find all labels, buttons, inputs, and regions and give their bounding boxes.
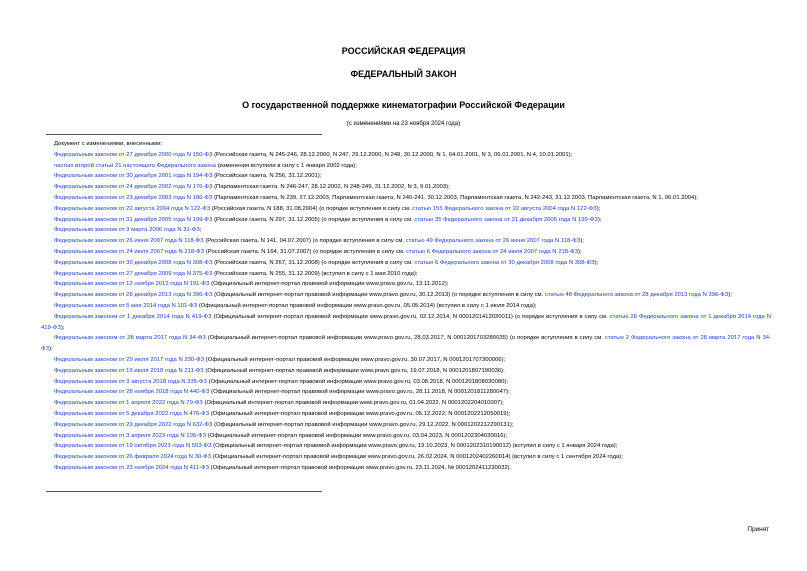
amendment-tail: ); — [578, 248, 582, 255]
amendment-source: (Официальный интернет-портал правовой информации www.pravo.gov.ru, 30.07.2017, N 0001201707300006); — [204, 356, 506, 363]
amendment-link[interactable]: Федеральным законом от 26 июня 2007 года N 118-ФЗ — [54, 238, 204, 245]
amendment-source: (Официальный интернет-портал правовой информации www.pravo.gov.ru, 02.12.2014, N 0001201412020011) (о порядке вступления в силу см. — [211, 313, 610, 320]
amendment-link[interactable]: Федеральным законом от 31 декабря 2005 года N 199-ФЗ — [54, 216, 213, 223]
effective-article-link[interactable]: статью 155 Федерального закона от 22 августа 2004 года N 122-ФЗ — [412, 205, 597, 212]
amendment-item — [41, 236, 771, 247]
adopted-label: Принят — [747, 526, 769, 533]
amendment-link[interactable]: Федеральным законом от 5 декабря 2022 года N 476-ФЗ — [54, 410, 210, 417]
amendment-tail: ); — [580, 238, 584, 245]
amendment-source: (Официальный интернет-портал правовой информации www.pravo.gov.ru, 28.03.2017, N 0001201703280035) (о порядке вступления в силу см. — [205, 335, 605, 342]
effective-article-link[interactable]: статью 35 Федерального закона от 31 декабря 2005 года N 199-ФЗ — [414, 216, 598, 223]
amendment-item — [41, 225, 771, 236]
amendment-source: (Российская газета, N 267, 31.12.2008) (о порядке вступления в силу см. — [212, 259, 415, 266]
amendment-item — [41, 182, 771, 193]
amendment-item — [41, 377, 771, 388]
amendment-item — [41, 431, 771, 442]
amendment-tail: ); — [49, 346, 53, 353]
amendment-source: (Российская газета, N 297, 31.12.2005) (о порядке вступления в силу см. — [212, 216, 415, 223]
effective-article-link[interactable]: статью 6 Федерального закона от 30 декабря 2008 года N 308-ФЗ — [414, 259, 595, 266]
amendment-link[interactable]: Федеральным законом от 1 апреля 2022 года N 79-ФЗ — [54, 400, 203, 407]
amendment-item — [41, 269, 771, 280]
amendment-link[interactable]: Федеральным законом от 27 декабря 2009 года N 375-ФЗ — [54, 270, 213, 277]
amendment-item — [41, 301, 771, 312]
amendment-tail: ); — [597, 216, 602, 223]
amendment-source: (Российская газета, N 141, 04.07.2007) (о порядке вступления в силу см. — [203, 238, 406, 245]
amendment-item — [41, 204, 771, 215]
amendment-item — [41, 193, 771, 204]
amendment-source: (Официальный интернет-портал правовой информации www.pravo.gov.ru, 26.02.2024, N 0001202402260014) (вступил в силу с 1 сентября 2024 года); — [211, 454, 623, 461]
law-title: О государственной поддержке кинематографии Российской Федерации — [242, 100, 565, 110]
amendment-item — [41, 258, 771, 269]
amendment-link[interactable]: Федеральным законом от 30 декабря 2008 года N 308-ФЗ — [54, 259, 213, 266]
amendment-item — [41, 398, 771, 409]
amendment-source: (Официальный интернет-портал правовой информации www.pravo.gov.ru, 03.04.2023, N 0001202304030016); — [206, 432, 508, 439]
amendment-link[interactable]: Федеральным законом от 23 декабря 2003 года N 186-ФЗ — [54, 194, 213, 201]
law-type-heading: ФЕДЕРАЛЬНЫЙ ЗАКОН — [350, 69, 457, 79]
amendment-source: (изменения вступили в силу с 1 января 2002 года); — [215, 162, 357, 169]
country-heading: РОССИЙСКАЯ ФЕДЕРАЦИЯ — [341, 46, 466, 56]
effective-article-link[interactable]: статью 26 Федерального закона от 1 декабря 2014 года N 419-ФЗ — [41, 313, 771, 331]
revision-note: (с изменениями на 23 ноября 2024 года) — [346, 121, 461, 127]
amendment-source: (Официальный интернет-портал правовой информации www.pravo.gov.ru, 30.12.2013) (о порядке вступления в силу см. — [212, 292, 545, 299]
amendment-link[interactable]: Федеральным законом от 24 декабря 2002 года N 176-ФЗ — [54, 184, 213, 191]
amendment-source: (Российская газета, N 245-246, 28.12.2000, N 247, 29.12.2000, N 248, 30.12.2000, N 1, 04.01.2001, N 3, 06.01.2001, N 4, 10.01.2001); — [212, 151, 573, 158]
amendment-item — [41, 366, 771, 377]
amendment-link[interactable]: Федеральным законом от 12 ноября 2012 года N 191-ФЗ — [54, 281, 210, 288]
amendment-link[interactable]: Федеральным законом от 28 ноября 2018 года N 440-ФЗ — [54, 389, 210, 396]
bottom-divider — [46, 491, 322, 492]
amendment-source: (Официальный интернет-портал правовой информации www.pravo.gov.ru, 29.12.2022, N 0001202212290131); — [212, 421, 514, 428]
amendments-intro: Документ с изменениями, внесенными: — [54, 141, 163, 147]
amendment-item — [41, 290, 771, 301]
amendment-tail: ); — [594, 259, 599, 266]
amendment-source: (Российская газета, N 164, 31.07.2007) (о порядке вступления в силу см. — [204, 248, 407, 255]
amendment-item — [41, 355, 771, 366]
amendment-source: (Парламентская газета, N 239, 27.12.2003, Парламентская газета, N 240-241, 30.12.2003, Парламентская газета, N 242-243, 31.12.2003, Парламентская газета, N 1, 06.01.2004); — [212, 194, 698, 201]
amendment-source: (Российская газета, N 256, 31.12.2001); — [212, 173, 322, 180]
amendment-link[interactable]: Федеральным законом от 19 октября 2023 года N 503-ФЗ — [54, 443, 212, 450]
amendment-link[interactable]: Федеральным законом от 29 июля 2017 года N 230-ФЗ — [54, 356, 205, 363]
amendment-source: (Официальный интернет-портал правовой информации www.pravo.gov.ru, 05.05.2014) (вступил в силу с 1 июля 2014 года); — [197, 302, 537, 309]
amendment-item — [41, 409, 771, 420]
amendment-tail: ); — [596, 205, 601, 212]
amendment-item — [41, 161, 771, 172]
amendment-source: (Официальный интернет-портал правовой информации www.pravo.gov.ru, 05.12.2022, N 0001202212050019); — [209, 410, 511, 417]
amendment-link[interactable]: Федеральным законом от 28 марта 2017 года N 34-ФЗ — [54, 335, 206, 342]
amendment-tail: ); — [60, 324, 65, 331]
amendment-source: (Парламентская газета, N 246-247, 28.12.2002, N 248-249, 31.12.2002, N 3, 9.01.2003); — [212, 184, 450, 191]
amendment-link[interactable]: Федеральным законом от 27 декабря 2000 года N 150-ФЗ — [54, 151, 213, 158]
amendment-item — [41, 279, 771, 290]
amendment-link[interactable]: Федеральным законом от 23 ноября 2024 года N 411-ФЗ — [54, 464, 210, 471]
amendment-item — [41, 150, 771, 161]
amendment-source: ; — [199, 227, 202, 234]
amendment-link[interactable]: Федеральным законом от 3 апреля 2023 года N 105-ФЗ — [54, 432, 207, 439]
amendment-link[interactable]: Федеральным законом от 5 мая 2014 года N 101-ФЗ — [54, 302, 198, 309]
amendments-list — [41, 139, 771, 474]
amendment-source: (Официальный интернет-портал правовой информации www.pravo.gov.ru, 19.07.2018, N 0001201807190036); — [203, 367, 505, 374]
effective-article-link[interactable]: статью 48 Федерального закона от 28 декабря 2013 года N 396-ФЗ — [544, 292, 729, 299]
amendment-item — [41, 333, 771, 355]
amendment-source: (Официальный интернет-портал правовой информации www.pravo.gov.ru, 01.04.2022, N 0001202204010007); — [202, 400, 504, 407]
amendment-item — [41, 387, 771, 398]
amendment-source: (Российская газета, N 255, 31.12.2009) (вступил в силу с 1 мая 2010 года); — [212, 270, 418, 277]
amendment-item — [41, 463, 771, 474]
amendment-link[interactable]: Федеральным законом от 24 июля 2007 года N 218-ФЗ — [54, 248, 205, 255]
effective-article-link[interactable]: статью 2 Федерального закона от 28 марта 2017 года N 34-ФЗ — [41, 335, 771, 353]
amendment-item — [41, 171, 771, 182]
amendment-link[interactable]: Федеральным законом от 26 февраля 2024 года N 30-ФЗ — [54, 454, 212, 461]
amendment-link[interactable]: Федеральным законом от 22 августа 2004 года N 122-ФЗ — [54, 205, 211, 212]
amendment-link[interactable]: Федеральным законом от 3 марта 2006 года N 31-ФЗ — [54, 227, 200, 234]
amendment-tail: ); — [728, 292, 732, 299]
amendment-link[interactable]: Федеральным законом от 19 июля 2018 года N 211-ФЗ — [54, 367, 204, 374]
amendment-link[interactable]: Федеральным законом от 1 декабря 2014 года N 419-ФЗ — [54, 313, 212, 320]
amendment-link[interactable]: Федеральным законом от 29 декабря 2022 года N 632-ФЗ — [54, 421, 213, 428]
amendment-source: (Официальный интернет-портал правовой информации www.pravo.gov.ru, 19.10.2023, N 0001202310190012) (вступил в силу с 1 января 2024 года); — [211, 443, 618, 450]
amendment-item — [41, 452, 771, 463]
amendment-source: (Официальный интернет-портал правовой информации www.pravo.gov.ru, 28.11.2018, N 0001201811280047); — [209, 389, 510, 396]
effective-article-link[interactable]: статью 49 Федерального закона от 26 июня 2007 года N 118-ФЗ — [405, 238, 581, 245]
amendment-link[interactable]: Федеральным законом от 30 декабря 2001 года N 194-ФЗ — [54, 173, 213, 180]
amendment-item — [41, 420, 771, 431]
amendment-source: (Российская газета, N 188, 31.08.2004) (о порядке вступления в силу см. — [210, 205, 413, 212]
effective-article-link[interactable]: статью 6 Федерального закона от 24 июля 2007 года N 218-ФЗ — [406, 248, 579, 255]
top-divider — [46, 134, 322, 135]
amendment-source: (Официальный интернет-портал правовой информации www.pravo.gov.ru, 13.11.2012); — [209, 281, 449, 288]
amendment-item — [41, 312, 771, 334]
amendment-item — [41, 247, 771, 258]
amendment-item — [41, 215, 771, 226]
amendment-source: (Официальный интернет-портал правовой информации www.pravo.gov.ru, 23.11.2024, № 0001202411230032). — [209, 464, 512, 471]
amendment-item — [41, 441, 771, 452]
amendment-link[interactable]: Федеральным законом от 3 августа 2018 года N 335-ФЗ — [54, 378, 207, 385]
amendment-source: (Официальный интернет-портал правовой информации www.pravo.gov.ru, 03.08.2018, N 0001201808030080); — [206, 378, 508, 385]
amendment-link[interactable]: частью второй статьи 21 настоящего Федерального закона — [54, 162, 216, 169]
amendment-link[interactable]: Федеральным законом от 28 декабря 2013 года N 396-ФЗ — [54, 292, 213, 299]
